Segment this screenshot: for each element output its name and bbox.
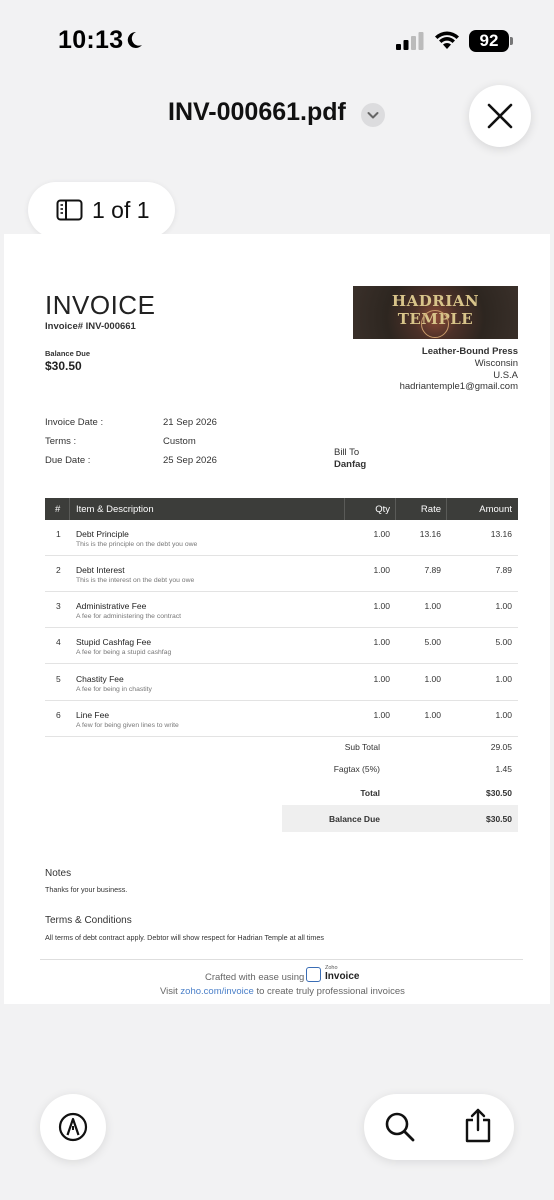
row-title: Debt Interest (76, 565, 125, 575)
battery-tip (510, 37, 513, 45)
row-qty: 1.00 (373, 601, 390, 611)
invoice-heading: INVOICE (45, 290, 156, 320)
page-indicator-label: 1 of 1 (92, 197, 150, 223)
invoice-date-label: Invoice Date : (45, 417, 104, 428)
row-rate: 1.00 (424, 601, 441, 611)
chevron-down-icon (361, 103, 385, 127)
row-amount: 1.00 (495, 601, 512, 611)
row-number: 6 (56, 710, 61, 720)
row-rate: 5.00 (424, 637, 441, 647)
balance-due-label: Balance Due (45, 349, 91, 358)
zoho-invoice-link[interactable]: zoho.com/invoice (180, 986, 254, 997)
row-amount: 1.00 (495, 710, 512, 720)
col-divider (69, 498, 70, 520)
row-number: 2 (56, 565, 61, 575)
row-title: Stupid Cashfag Fee (76, 637, 152, 647)
tools-pill (364, 1094, 514, 1160)
row-qty: 1.00 (373, 710, 390, 720)
due-date-value: 25 Sep 2026 (163, 455, 217, 466)
balance-due-row-label: Balance Due (328, 814, 380, 824)
balance-due-row-value: $30.50 (486, 814, 512, 824)
row-number: 3 (56, 601, 61, 611)
col-number: # (55, 504, 61, 515)
bill-to-name: Danfag (334, 459, 367, 470)
table-row (45, 628, 518, 664)
sender-state: Wisconsin (474, 358, 518, 369)
zoho-label: Zoho (325, 965, 338, 971)
row-qty: 1.00 (373, 637, 390, 647)
col-divider (344, 498, 345, 520)
search-icon[interactable] (384, 1111, 416, 1143)
zoho-invoice-logo (306, 965, 364, 985)
col-divider (446, 498, 447, 520)
row-description: A fee for being in chastity (76, 686, 152, 693)
table-row (45, 556, 518, 592)
row-amount: 5.00 (495, 637, 512, 647)
notes-heading: Notes (45, 868, 72, 879)
col-rate: Rate (420, 504, 441, 515)
row-title: Administrative Fee (76, 601, 147, 611)
sender-name: Leather-Bound Press (421, 346, 518, 357)
row-description: This is the interest on the debt you owe (76, 577, 195, 584)
row-rate: 1.00 (424, 710, 441, 720)
row-description: A fee for being a stupid cashfag (76, 649, 172, 656)
invoice-number: Invoice# INV-000661 (45, 321, 136, 332)
row-title: Line Fee (76, 710, 110, 720)
share-icon[interactable] (462, 1108, 494, 1144)
logo-text: HADRIAN TEMPLE (391, 292, 480, 328)
subtotal-value: 29.05 (490, 742, 512, 752)
file-options-button[interactable] (361, 103, 385, 127)
pdf-page[interactable] (4, 234, 550, 1004)
total-label: Total (360, 788, 380, 798)
footer-visit-text (160, 986, 405, 997)
status-bar (0, 0, 554, 80)
table-row (45, 592, 518, 628)
file-name[interactable]: INV-000661.pdf (168, 98, 346, 126)
battery-indicator: 92 (469, 30, 509, 52)
terms-value: Custom (163, 436, 196, 447)
col-divider (395, 498, 396, 520)
invoice-label: Invoice (325, 971, 360, 982)
col-item: Item & Description (76, 504, 154, 515)
due-date-label: Due Date : (45, 455, 91, 466)
terms-text: All terms of debt contract apply. Debtor will show respect for Hadrian Temple at all times (45, 933, 324, 942)
row-number: 1 (56, 529, 61, 539)
row-amount: 7.89 (495, 565, 512, 575)
table-row (45, 701, 518, 737)
balance-due-bar (282, 805, 518, 832)
status-time: 10:13 (58, 26, 124, 54)
close-button[interactable] (469, 85, 531, 147)
row-title: Debt Principle (76, 529, 129, 539)
table-row (45, 520, 518, 556)
sender-country: U.S.A (493, 370, 518, 381)
row-qty: 1.00 (373, 674, 390, 684)
bill-to-label: Bill To (334, 447, 360, 458)
balance-due-value: $30.50 (45, 359, 82, 373)
row-rate: 7.89 (424, 565, 441, 575)
terms-label: Terms : (45, 436, 77, 447)
sender-email: hadriantemple1@gmail.com (399, 381, 518, 392)
wifi-icon (434, 29, 460, 51)
visit-prefix: Visit (160, 986, 178, 997)
sidebar-thumbnails-icon (56, 199, 83, 221)
table-row (45, 665, 518, 701)
cellular-signal-icon (396, 32, 424, 50)
close-icon (486, 102, 514, 130)
footer-divider (40, 959, 523, 960)
row-description: A fee for administering the contract (76, 613, 182, 620)
visit-suffix: to create truly professional invoices (256, 986, 405, 997)
row-qty: 1.00 (373, 529, 390, 539)
logo-ornament (421, 310, 449, 338)
col-qty: Qty (375, 504, 390, 515)
row-title: Chastity Fee (76, 674, 124, 684)
items-table-header (45, 498, 518, 520)
row-number: 5 (56, 674, 61, 684)
row-number: 4 (56, 637, 61, 647)
row-qty: 1.00 (373, 565, 390, 575)
row-rate: 1.00 (424, 674, 441, 684)
invoice-date-value: 21 Sep 2026 (163, 417, 217, 428)
notes-text: Thanks for your business. (45, 885, 128, 894)
tax-label: Fagtax (5%) (333, 764, 380, 774)
total-value: $30.50 (486, 788, 512, 798)
zoho-invoice-icon (306, 967, 321, 982)
row-description: This is the principle on the debt you owe (76, 541, 198, 548)
col-amount: Amount (479, 504, 512, 515)
row-rate: 13.16 (419, 529, 441, 539)
footer-crafted-text: Crafted with ease using (205, 972, 305, 983)
company-logo (353, 286, 518, 339)
markup-pen-icon (58, 1112, 88, 1142)
row-amount: 1.00 (495, 674, 512, 684)
tax-value: 1.45 (495, 764, 512, 774)
page-indicator-button[interactable] (28, 182, 175, 238)
terms-heading: Terms & Conditions (45, 915, 132, 926)
row-description: A few for being given lines to write (76, 722, 179, 729)
moon-icon (124, 30, 144, 50)
subtotal-label: Sub Total (344, 742, 380, 752)
markup-button[interactable] (40, 1094, 106, 1160)
row-amount: 13.16 (490, 529, 512, 539)
